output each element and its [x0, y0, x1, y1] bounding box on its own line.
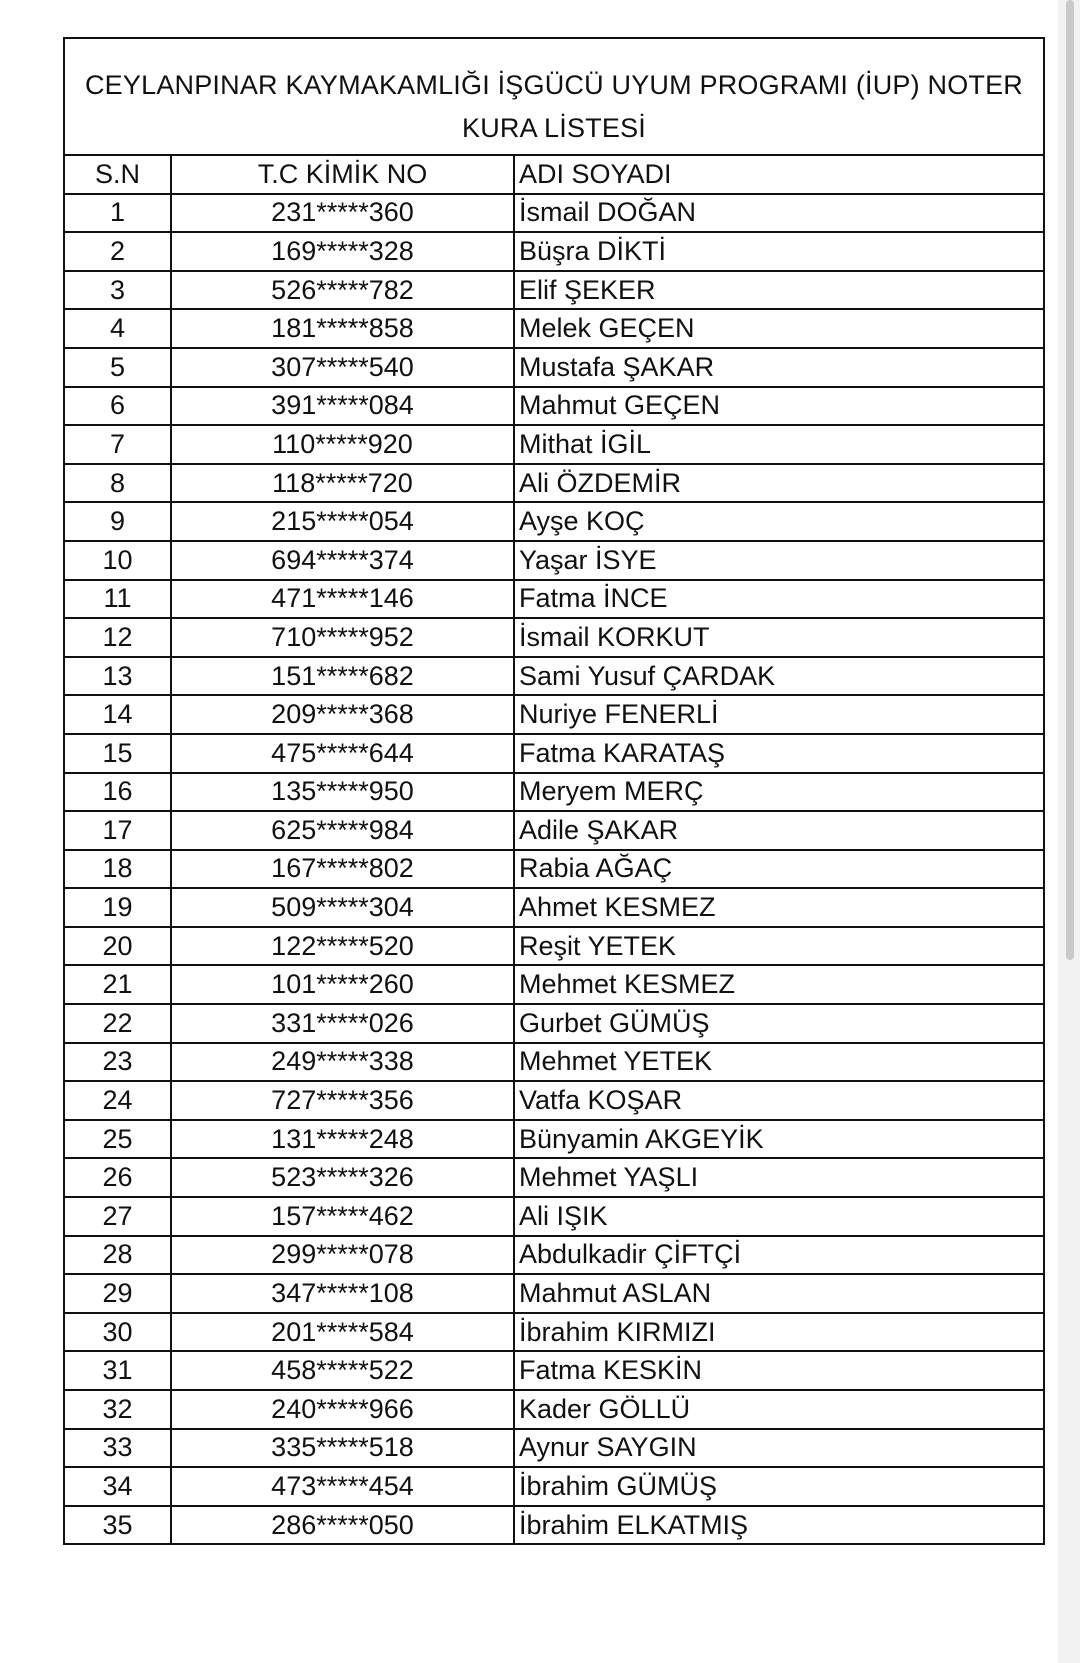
full-name-cell: Mithat İGİL	[514, 425, 1044, 464]
row-number-cell: 4	[64, 309, 171, 348]
row-number-cell: 22	[64, 1004, 171, 1043]
row-number-cell: 8	[64, 464, 171, 503]
table-row	[64, 1158, 1044, 1197]
table-row	[64, 580, 1044, 619]
row-number-cell: 27	[64, 1197, 171, 1236]
table-body	[64, 38, 1044, 1544]
table-row	[64, 811, 1044, 850]
column-header-row	[64, 155, 1044, 194]
row-number-cell: 6	[64, 387, 171, 426]
tc-number-cell: 167*****802	[171, 850, 514, 889]
table-row	[64, 1274, 1044, 1313]
tc-number-cell: 391*****084	[171, 387, 514, 426]
row-number-cell: 13	[64, 657, 171, 696]
full-name-cell: Büşra DİKTİ	[514, 232, 1044, 271]
full-name-cell: İbrahim ELKATMIŞ	[514, 1506, 1044, 1545]
tc-number-cell: 157*****462	[171, 1197, 514, 1236]
full-name-cell: Yaşar İSYE	[514, 541, 1044, 580]
row-number-cell: 15	[64, 734, 171, 773]
full-name-cell: Mustafa ŞAKAR	[514, 348, 1044, 387]
row-number-cell: 12	[64, 618, 171, 657]
tc-number-cell: 335*****518	[171, 1429, 514, 1468]
full-name-cell: Rabia AĞAÇ	[514, 850, 1044, 889]
column-header-sn: S.N	[64, 155, 171, 194]
tc-number-cell: 471*****146	[171, 580, 514, 619]
tc-number-cell: 240*****966	[171, 1390, 514, 1429]
tc-number-cell: 475*****644	[171, 734, 514, 773]
full-name-cell: Mahmut GEÇEN	[514, 387, 1044, 426]
table-row	[64, 1467, 1044, 1506]
tc-number-cell: 307*****540	[171, 348, 514, 387]
row-number-cell: 10	[64, 541, 171, 580]
row-number-cell: 17	[64, 811, 171, 850]
row-number-cell: 19	[64, 888, 171, 927]
full-name-cell: Fatma KESKİN	[514, 1351, 1044, 1390]
row-number-cell: 9	[64, 502, 171, 541]
row-number-cell: 29	[64, 1274, 171, 1313]
full-name-cell: Vatfa KOŞAR	[514, 1081, 1044, 1120]
tc-number-cell: 523*****326	[171, 1158, 514, 1197]
tc-number-cell: 249*****338	[171, 1043, 514, 1082]
tc-number-cell: 231*****360	[171, 194, 514, 233]
tc-number-cell: 169*****328	[171, 232, 514, 271]
table-row	[64, 348, 1044, 387]
full-name-cell: Ali IŞIK	[514, 1197, 1044, 1236]
tc-number-cell: 694*****374	[171, 541, 514, 580]
tc-number-cell: 201*****584	[171, 1313, 514, 1352]
table-row	[64, 464, 1044, 503]
table-row	[64, 1313, 1044, 1352]
table-row	[64, 1081, 1044, 1120]
tc-number-cell: 151*****682	[171, 657, 514, 696]
table-row	[64, 1236, 1044, 1275]
tc-number-cell: 110*****920	[171, 425, 514, 464]
full-name-cell: Reşit YETEK	[514, 927, 1044, 966]
table-row	[64, 1390, 1044, 1429]
row-number-cell: 20	[64, 927, 171, 966]
full-name-cell: Nuriye FENERLİ	[514, 695, 1044, 734]
scrollbar-track[interactable]	[1058, 0, 1080, 1663]
title-line-1: CEYLANPINAR KAYMAKAMLIĞI İŞGÜCÜ UYUM PROGRAMI (İUP) NOTER	[84, 70, 1024, 100]
tc-number-cell: 135*****950	[171, 773, 514, 812]
table-row	[64, 1120, 1044, 1159]
column-header-name: ADI SOYADI	[514, 155, 1044, 194]
full-name-cell: Aynur SAYGIN	[514, 1429, 1044, 1468]
tc-number-cell: 209*****368	[171, 695, 514, 734]
full-name-cell: Adile ŞAKAR	[514, 811, 1044, 850]
row-number-cell: 2	[64, 232, 171, 271]
scrollbar-thumb[interactable]	[1066, 0, 1074, 960]
table-row	[64, 695, 1044, 734]
full-name-cell: Fatma KARATAŞ	[514, 734, 1044, 773]
lottery-list-table	[63, 37, 1045, 1545]
full-name-cell: Ali ÖZDEMİR	[514, 464, 1044, 503]
table-row	[64, 618, 1044, 657]
tc-number-cell: 473*****454	[171, 1467, 514, 1506]
tc-number-cell: 286*****050	[171, 1506, 514, 1545]
full-name-cell: İsmail DOĞAN	[514, 194, 1044, 233]
full-name-cell: Ahmet KESMEZ	[514, 888, 1044, 927]
title-line-2: KURA LİSTESİ	[462, 113, 646, 143]
full-name-cell: Ayşe KOÇ	[514, 502, 1044, 541]
row-number-cell: 28	[64, 1236, 171, 1275]
table-row	[64, 657, 1044, 696]
tc-number-cell: 299*****078	[171, 1236, 514, 1275]
row-number-cell: 18	[64, 850, 171, 889]
table-row	[64, 309, 1044, 348]
table-row	[64, 1043, 1044, 1082]
document-title	[64, 38, 1044, 155]
tc-number-cell: 118*****720	[171, 464, 514, 503]
tc-number-cell: 625*****984	[171, 811, 514, 850]
row-number-cell: 21	[64, 965, 171, 1004]
row-number-cell: 34	[64, 1467, 171, 1506]
table-row	[64, 965, 1044, 1004]
row-number-cell: 3	[64, 271, 171, 310]
full-name-cell: Fatma İNCE	[514, 580, 1044, 619]
full-name-cell: Abdulkadir ÇİFTÇİ	[514, 1236, 1044, 1275]
row-number-cell: 11	[64, 580, 171, 619]
table-row	[64, 425, 1044, 464]
tc-number-cell: 458*****522	[171, 1351, 514, 1390]
table-row	[64, 271, 1044, 310]
row-number-cell: 1	[64, 194, 171, 233]
full-name-cell: İbrahim GÜMÜŞ	[514, 1467, 1044, 1506]
row-number-cell: 23	[64, 1043, 171, 1082]
row-number-cell: 14	[64, 695, 171, 734]
row-number-cell: 25	[64, 1120, 171, 1159]
tc-number-cell: 181*****858	[171, 309, 514, 348]
tc-number-cell: 526*****782	[171, 271, 514, 310]
table-row	[64, 232, 1044, 271]
table-row	[64, 194, 1044, 233]
row-number-cell: 26	[64, 1158, 171, 1197]
full-name-cell: Gurbet GÜMÜŞ	[514, 1004, 1044, 1043]
full-name-cell: Mehmet YETEK	[514, 1043, 1044, 1082]
full-name-cell: Melek GEÇEN	[514, 309, 1044, 348]
full-name-cell: İbrahim KIRMIZI	[514, 1313, 1044, 1352]
row-number-cell: 35	[64, 1506, 171, 1545]
tc-number-cell: 710*****952	[171, 618, 514, 657]
full-name-cell: İsmail KORKUT	[514, 618, 1044, 657]
table-row	[64, 1197, 1044, 1236]
table-row	[64, 1004, 1044, 1043]
table-row	[64, 850, 1044, 889]
title-row	[64, 38, 1044, 155]
full-name-cell: Mehmet KESMEZ	[514, 965, 1044, 1004]
table-row	[64, 927, 1044, 966]
full-name-cell: Mahmut ASLAN	[514, 1274, 1044, 1313]
tc-number-cell: 509*****304	[171, 888, 514, 927]
table-row	[64, 387, 1044, 426]
tc-number-cell: 101*****260	[171, 965, 514, 1004]
tc-number-cell: 727*****356	[171, 1081, 514, 1120]
table-row	[64, 734, 1044, 773]
table-row	[64, 1351, 1044, 1390]
table-row	[64, 541, 1044, 580]
table-row	[64, 773, 1044, 812]
row-number-cell: 30	[64, 1313, 171, 1352]
row-number-cell: 31	[64, 1351, 171, 1390]
full-name-cell: Mehmet YAŞLI	[514, 1158, 1044, 1197]
table-row	[64, 1506, 1044, 1545]
tc-number-cell: 347*****108	[171, 1274, 514, 1313]
row-number-cell: 32	[64, 1390, 171, 1429]
full-name-cell: Elif ŞEKER	[514, 271, 1044, 310]
table-row	[64, 888, 1044, 927]
full-name-cell: Kader GÖLLÜ	[514, 1390, 1044, 1429]
table-row	[64, 502, 1044, 541]
tc-number-cell: 122*****520	[171, 927, 514, 966]
row-number-cell: 16	[64, 773, 171, 812]
full-name-cell: Sami Yusuf ÇARDAK	[514, 657, 1044, 696]
column-header-tc: T.C KİMİK NO	[171, 155, 514, 194]
row-number-cell: 33	[64, 1429, 171, 1468]
row-number-cell: 5	[64, 348, 171, 387]
row-number-cell: 24	[64, 1081, 171, 1120]
full-name-cell: Bünyamin AKGEYİK	[514, 1120, 1044, 1159]
table-row	[64, 1429, 1044, 1468]
tc-number-cell: 331*****026	[171, 1004, 514, 1043]
full-name-cell: Meryem MERÇ	[514, 773, 1044, 812]
tc-number-cell: 131*****248	[171, 1120, 514, 1159]
row-number-cell: 7	[64, 425, 171, 464]
tc-number-cell: 215*****054	[171, 502, 514, 541]
